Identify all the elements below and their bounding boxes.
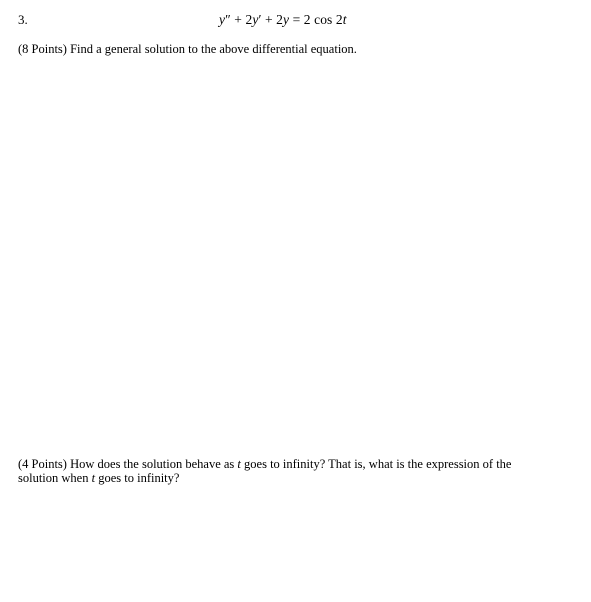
equation-var-y: y [283, 12, 290, 27]
equation-term-3: + 2 [261, 12, 284, 27]
equation-rhs: = 2 cos 2 [289, 12, 343, 27]
part-b-var-t: t [91, 471, 96, 485]
equation-term-2: + 2 [230, 12, 253, 27]
equation-double-prime: ″ [225, 12, 231, 27]
differential-equation [219, 12, 347, 28]
equation-var-y: y [252, 12, 259, 27]
part-b-text: goes to infinity? That is, what is the expression of the [240, 457, 512, 471]
part-b-var-t: t [237, 457, 241, 471]
equation-var-y: y [219, 12, 226, 27]
part-b-text: goes to infinity? [95, 471, 180, 485]
part-b-text: (4 Points) How does the solution behave as [18, 457, 238, 471]
part-a-question: (8 Points) Find a general solution to the above differential equation. [18, 42, 357, 56]
equation-prime: ′ [258, 12, 262, 27]
problem-number: 3. [18, 12, 28, 27]
equation-var-t: t [342, 12, 347, 27]
part-b-text: solution when [18, 471, 92, 485]
part-b-question [18, 457, 578, 485]
